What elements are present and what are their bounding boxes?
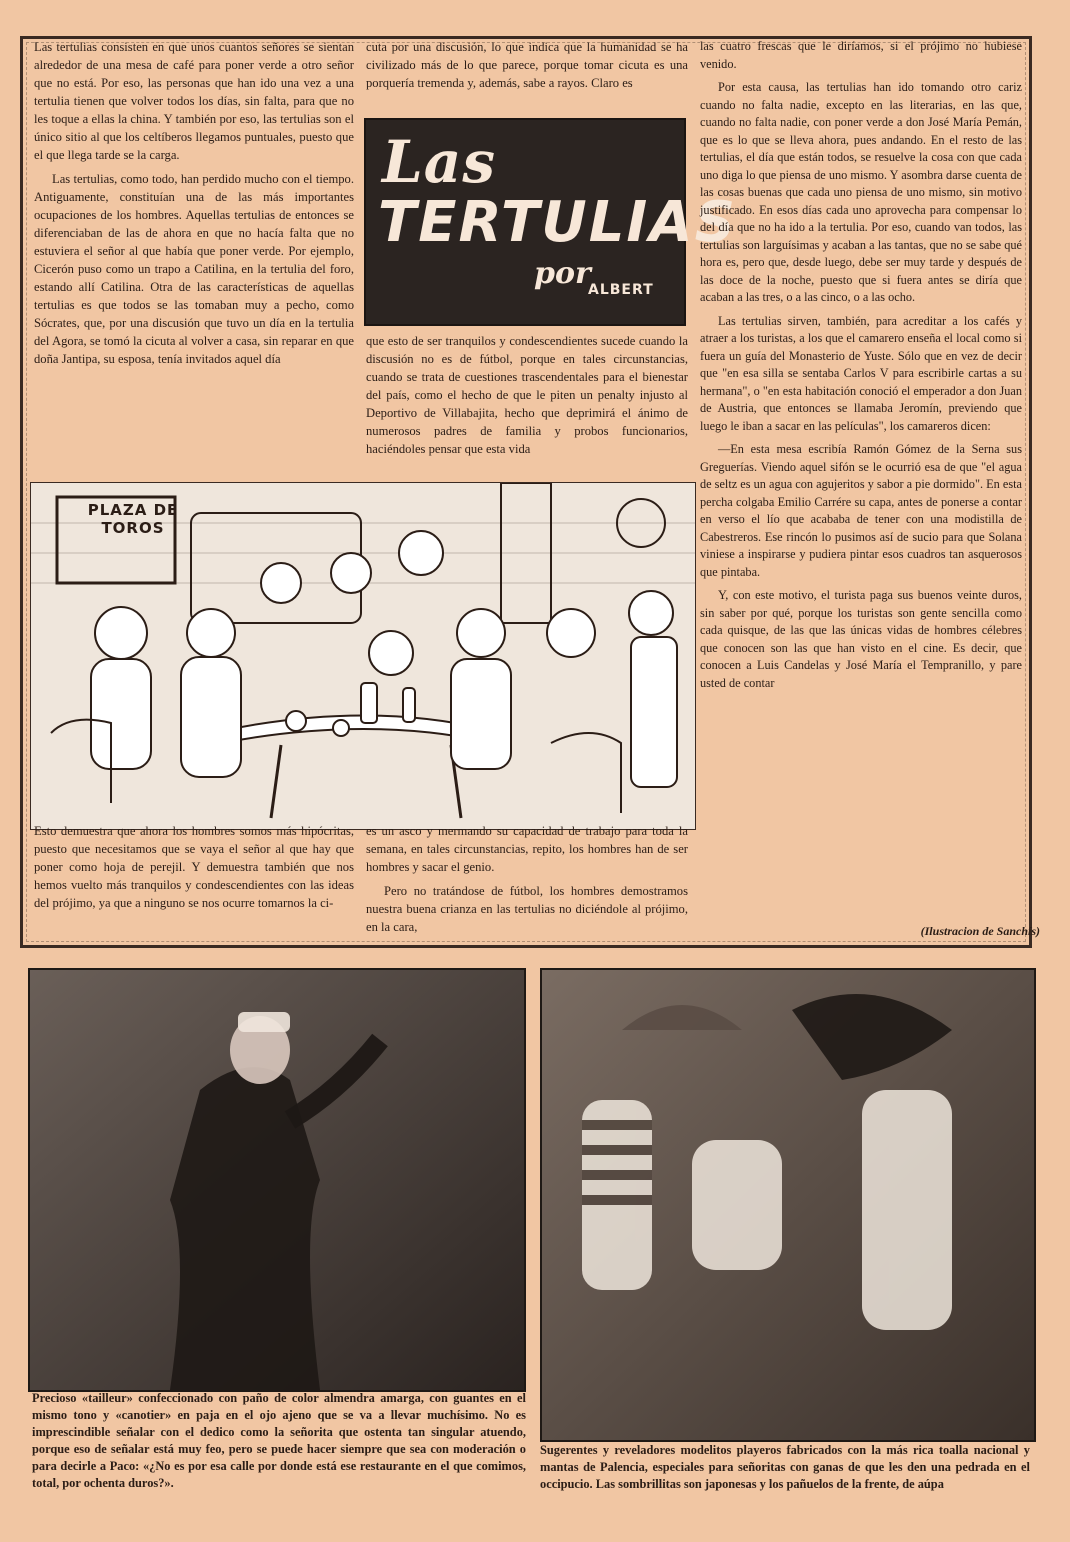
paragraph: Las tertulias, como todo, han perdido mucho con el tiempo. Antiguamente, constituían una de las más importantes ocupaciones de los hombres. Aquellas tertulias de entonces se diferenciaban de las de ahora en que no hacía falta que no estuviera el señor al que había que poner verde. Por ejemplo, Cicerón puso como un trapo a Catilina, en la tertulia del foro, estando allí Catilina. Otra de las características de aquellas tertulias es que todos se las tomaban muy a pecho, como Sócrates, que, por una discusión que tuvo un día en la tertulia del Agora, se tomó la cicuta al volver a casa, sin reparar en que doña Jantipa, su esposa, tenía invitados aquel día: [34, 172, 354, 366]
paragraph: Por esta causa, las tertulias han ido tomando otro cariz cuando no falta nadie, excepto en las literarias, en las que, cuando no falta nadie, con poner verde a don José María Pemán, que es lo que se lleva ahora, pues andando. En el resto de las tertulias, el día que están todos, se resuelve la cosa con que cada uno diga lo que piensa de uno mismo. Y asombra darse cuenta de las cosas buenas que cada uno piensa de uno mismo, sin motivo justificado. En esos días cada uno aprovecha para compensar lo del día que no ha ido a la tertulia. Por eso, cuando van todos, las tertulias son larguísimas y acaban a las tantas, que no se sabe qué hora es, pero que, desde luego, debe ser muy tarde y después de las doce de la noche, puesto que si fuera antes se diría que acaban a las tres, o a las cinco, o a las ocho.: [700, 80, 1022, 304]
article-bottom-left: [34, 822, 354, 918]
paragraph: cuta por una discusión, lo que indica que la humanidad se ha civilizado más de lo que parece, porque tomar cicuta es una porquería tremenda y, además, sabe a rayos. Claro es: [366, 40, 688, 90]
paragraph: Y, con este motivo, el turista paga sus buenos veinte duros, sin saber por qué, porque los turistas son gente sencilla como cada quisque, de las que las únicas vidas de hombres célebres que conocen son las que han visto en el cine. Es decir, que conocen a Luis Candelas y José María el Tempranillo, y pare usted de contar: [700, 588, 1022, 690]
title-las: Las: [382, 128, 497, 196]
illustration-credit: (Ilustracion de Sanchís): [920, 924, 1040, 938]
paragraph: Las tertulias sirven, también, para acreditar a los cafés y atraer a los turistas, a los que el camarero enseña el local como si fuera un guía del Monasterio de Yuste. Sólo que en vez de decir que "en esa silla se sentaba Carlos V para escribirle cartas a su hermana", o "en esta habitación conoció el emperador a don Juan de Austria, que entonces se llamaba Jeromín, previendo que luego le iban a sacar en las películas", los camareros dicen:: [700, 313, 1022, 433]
article-title-block: [364, 118, 737, 326]
paragraph: Pero no tratándose de fútbol, los hombres demostramos nuestra buena crianza en las tertulias no diciéndole al prójimo, en la cara,: [366, 884, 688, 934]
article-column-2-top: [366, 38, 688, 98]
paragraph: que esto de ser tranquilos y condescendientes sucede cuando la discusión no es de fútbol, porque en tales circunstancias, cuando se trata de cuestiones trascendentales para el bienestar del país, como el hecho de que le piten un penalty injusto al Deportivo de Villabajita, hecho que deprimirá el ánimo de numerosos padres de familia y probos funcionarios, haciéndoles pensar que esta vida: [366, 334, 688, 456]
article-column-1: [34, 38, 354, 374]
author-name: ALBERT: [588, 282, 654, 298]
page-title: TERTULIAS: [378, 190, 737, 255]
caption-text: Precioso «tailleur» confeccionado con paño de color almendra amarga, con guantes en el mismo tono y «canotier» en paja en el ojo ajeno que se va a llevar muchísimo. No es imprescindible señalar con el dedico como la señorita que ostenta tan singular atuendo, porque eso de señalar está muy feo, pero se puede hacer siempre que sea con moderación o para decirle a Paco: «¿No es por esa calle por donde está ese restaurante en el que comimos, total, por ochenta duros?».: [32, 1391, 526, 1490]
article-column-2-mid: [366, 332, 688, 464]
caption-text: Sugerentes y reveladores modelitos playeros fabricados con la más rica toalla nacional y mantas de Palencia, especiales para señoritas con ganas de que les den una pedrada en el occipucio. Las sombrillitas son japonesas y los pañuelos de la frente, de aúpa: [540, 1443, 1030, 1491]
article-bottom-mid: [366, 822, 688, 942]
photo-beach-outfits: [540, 968, 1036, 1442]
photo-caption-left: [32, 1390, 526, 1492]
photo-right-scene: [542, 970, 1034, 1440]
photo-fashion-tailleur: [28, 968, 526, 1392]
cafe-illustration: [30, 482, 696, 830]
paragraph: las cuatro frescas que le diríamos, si el prójimo no hubiese venido.: [700, 39, 1022, 71]
photo-caption-right: [540, 1442, 1030, 1493]
photo-left-scene: [30, 970, 524, 1390]
title-por: por: [534, 256, 591, 291]
sign-plaza-de-toros: [87, 501, 179, 537]
paragraph: —En esta mesa escribía Ramón Gómez de la Serna sus Greguerías. Viendo aquel sifón se le ocurrió esa de que "el agua de seltz es un agua con agujeritos y sabor a pie dormido". En esta percha colgaba Emilio Carrére su capa, antes de ponerse a contar en verso el lío que acababa de tener con una modistilla de Cabestreros. Ese rincón lo pusimos así de sucio para que Solana viniese a inspirarse y pudiera pintar esos cuadros tan asquerosos que pintaba.: [700, 442, 1022, 579]
article-column-3: [700, 38, 1022, 698]
paragraph: es un asco y mermando su capacidad de trabajo para toda la semana, en tales circunstancias, repito, los hombres han de ser hombres y sacar el genio.: [366, 824, 688, 874]
paragraph: Las tertulias consisten en que unos cuantos señores se sientan alrededor de una mesa de café para poner verde a otro señor que no está. Por eso, las personas que han ido una vez a una tertulia tienen que volver todos los días, sin falta, para que no les toque a ellas la china. Y también por eso, las tertulias son el único sitio al que los celtíberos llegamos puntuales, puesto que el que llega tarde se la carga.: [34, 40, 354, 162]
sign-line-2: TOROS: [101, 519, 165, 537]
paragraph: Esto demuestra que ahora los hombres somos más hipócritas, puesto que necesitamos que se vaya el señor al que hay que poner como hoja de perejil. Y demuestra también que nos hemos vuelto más tranquilos y condescendientes con las ideas del prójimo, ya que a ninguno se nos ocurre tomarnos la ci-: [34, 824, 354, 910]
sign-line-1: PLAZA DE: [87, 501, 179, 519]
